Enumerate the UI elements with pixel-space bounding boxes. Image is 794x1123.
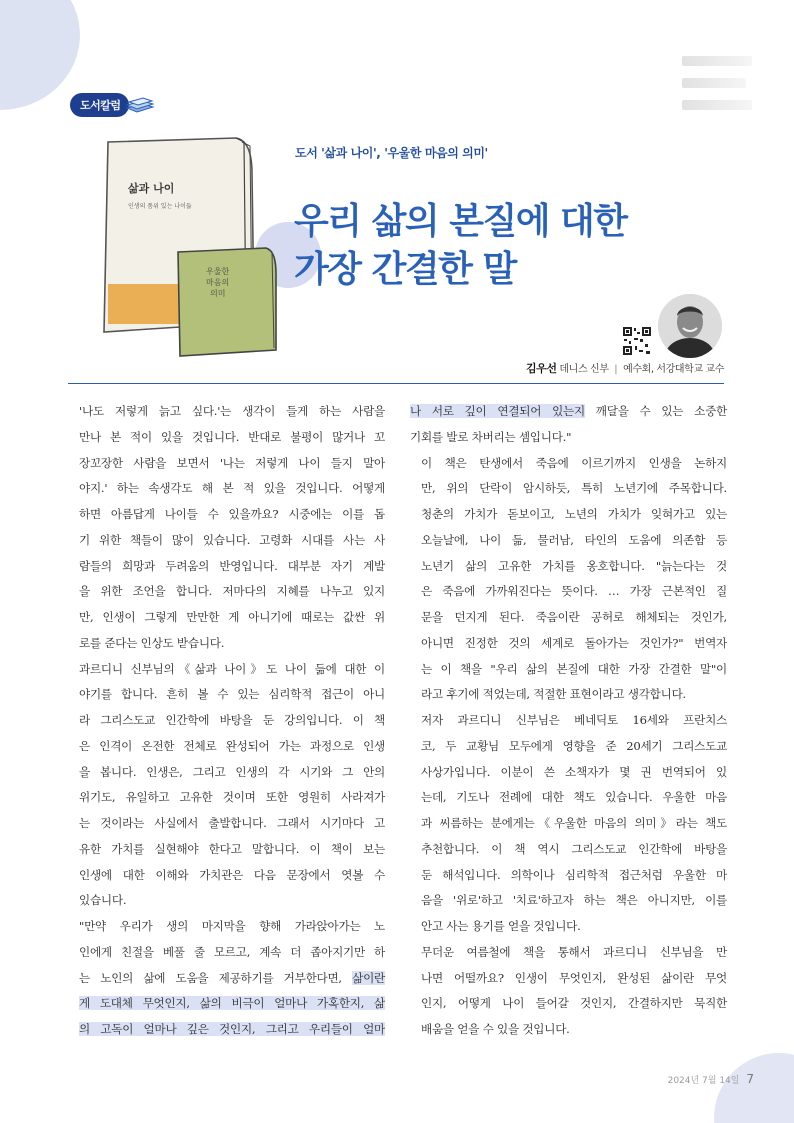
text-line: 코, 두 교황님 모두에게 영향을 준 20세기 그리스도교: [421, 738, 727, 753]
text-line: 기회를 발로 차버리는 셈입니다.": [410, 429, 572, 444]
text-line: 있습니다.: [79, 893, 127, 908]
page-footer: [668, 1072, 754, 1086]
quote-continuation: [410, 399, 727, 451]
text-line: 문을 던지게 된다. 죽음이란 공허로 해체되는 것인가,: [421, 610, 727, 624]
article-title-line-2: 가장 간결한 말: [294, 249, 516, 290]
text-line: 배움을 얻을 수 있을 것입니다.: [421, 1022, 570, 1036]
article-subtitle: 도서 '삶과 나이', '우울한 마음의 의미': [295, 146, 488, 160]
paragraph: [410, 451, 727, 709]
text-line: 라 그리스도교 인간학에 바탕을 둔 강의입니다. 이 책: [79, 713, 385, 727]
text-line: 만, 인생이 그렇게 만만한 게 아니기에 때로는 값싼 위: [79, 610, 385, 624]
books-icon: [125, 95, 155, 115]
text-line: 인에게 친절을 베풀 줄 모르고, 계속 더 좁아지기만 하: [79, 944, 385, 959]
text-line: 오늘날에, 나이 듦, 물러남, 타인의 도움에 의존함 등: [421, 532, 727, 547]
text-line: 은 인격이 온전한 전체로 완성되어 가는 과정으로 인생: [79, 738, 385, 753]
author-affiliation: 예수회, 서강대학교 교수: [623, 364, 724, 375]
paragraph: [410, 708, 727, 940]
text-line: 로를 준다는 인상도 받습니다.: [79, 635, 225, 650]
svg-text:인생의 품위 있는 나이듦: 인생의 품위 있는 나이듦: [128, 203, 192, 210]
quote-paragraph: [68, 914, 385, 1043]
text-line: 과르디니 신부님의《삶과 나이》도 나이 듦에 대한 이: [79, 661, 385, 676]
highlighted-text: 게 도대체 무엇인지, 삶의 비극이 얼마나 가혹한지, 삶: [79, 996, 385, 1011]
text-line: 야기를 합니다. 흔히 볼 수 있는 심리학적 접근이 아니: [79, 687, 385, 702]
highlighted-text: 나 서로 깊이 연결되어 있는지: [410, 404, 585, 418]
highlighted-text: 의 고독이 얼마나 깊은 것인지, 그리고 우리들이 얼마: [79, 1022, 385, 1036]
right-column: [410, 399, 727, 1043]
text-line: "만약 우리가 생의 마지막을 향해 가라앉아가는 노: [79, 919, 385, 933]
paragraph: [68, 399, 385, 657]
decorative-circle-top-left: [0, 0, 80, 110]
text-line: 위기도, 유일하고 고유한 것이며 또한 영원히 사라져가: [79, 790, 385, 805]
text-line: 야지.' 하는 속생각도 해 본 적 있을 것입니다. 어떻게: [79, 481, 385, 496]
header-divider: [68, 383, 724, 384]
svg-text:우울한: 우울한: [206, 267, 230, 276]
article-title: [294, 198, 627, 294]
text-line: 는데, 기도나 전례에 대한 책도 있습니다. 우울한 마음: [421, 790, 727, 805]
svg-text:마음의: 마음의: [206, 278, 230, 287]
text-line: 장꼬장한 사람을 보면서 '나는 저렇게 나이 들지 말아: [79, 455, 385, 470]
section-tag: [70, 92, 155, 117]
text-line: 기 위한 책들이 많이 있습니다. 고령화 시대를 사는 사: [79, 532, 385, 547]
text-line: 노년기 삶의 고유한 가치를 옹호합니다. "늙는다는 것: [421, 558, 727, 573]
author-avatar: [658, 294, 722, 358]
author-separator: |: [614, 364, 618, 375]
article-title-line-1: 우리 삶의 본질에 대한: [294, 201, 627, 242]
text-line: 하면 아름답게 나이들 수 있을까요? 시중에는 이를 돕: [79, 507, 385, 521]
text-line: 라고 후기에 적었는데, 적절한 표현이라고 생각합니다.: [421, 687, 686, 702]
text-line: 저자 과르디니 신부님은 베네딕토 16세와 프란치스: [421, 713, 727, 727]
issue-date: 2024년 7월 14일: [667, 1076, 740, 1086]
text-line: 추천합니다. 이 책 역시 그리스도교 인간학에 바탕을: [421, 841, 727, 856]
text-line: 무더운 여름철에 책을 통해서 과르디니 신부님을 만: [421, 944, 727, 959]
text-line: '나도 저렇게 늙고 싶다.'는 생각이 들게 하는 사람을: [79, 404, 385, 418]
text-line: 만나 본 적이 있을 것입니다. 반대로 불평이 많거나 꼬: [79, 429, 385, 444]
faded-corner-mark: [682, 56, 754, 134]
text-line: [68, 1017, 385, 1043]
text-segment: 깨달을 수 있는 소중한: [584, 404, 727, 418]
text-segment: 는 노인의 삶에 도움을 제공하기를 거부한다면,: [79, 970, 353, 985]
highlighted-text: 삶이란: [352, 970, 385, 985]
text-line: 은 죽음에 가까워진다는 뜻이다. … 가장 근본적인 질: [421, 584, 727, 599]
text-line: 인생에 대한 이해와 가치관은 다음 문장에서 엿볼 수: [79, 867, 385, 882]
svg-text:의미: 의미: [210, 289, 226, 298]
text-line: 과 씨름하는 분에게는《우울한 마음의 의미》라는 책도: [421, 816, 727, 830]
svg-text:삶과 나이: 삶과 나이: [128, 182, 175, 195]
text-line: 사상가입니다. 이분이 쓴 소책자가 몇 권 번역되어 있: [421, 764, 727, 779]
text-line: 음을 '위로'하고 '치료'하고자 하는 책은 아니지만, 이를: [421, 893, 727, 908]
text-line: 안고 사는 용기를 얻을 것입니다.: [421, 919, 581, 933]
text-line: 인지, 어떻게 나이 들어갈 것인지, 간결하지만 묵직한: [421, 996, 727, 1011]
left-column: [68, 399, 385, 1043]
decorative-circle-bottom-right: [714, 1053, 794, 1123]
author-role: 데니스 신부: [559, 364, 609, 375]
book-covers-illustration: [86, 134, 286, 359]
paragraph: [68, 657, 385, 915]
qr-code-icon[interactable]: [622, 326, 652, 356]
text-line: 만, 위의 단락이 암시하듯, 특히 노년기에 주목합니다.: [421, 481, 727, 496]
text-line: 람들의 희망과 두려움의 반영입니다. 대부분 자기 계발: [79, 558, 385, 573]
text-line: 유한 가치를 실현해야 한다고 말합니다. 이 책이 보는: [79, 841, 385, 856]
page-number: 7: [746, 1072, 754, 1086]
text-line: 는 것이라는 사실에서 출발합니다. 그래서 시기마다 고: [79, 816, 385, 830]
text-line: 나면 어떨까요? 인생이 무엇인지, 완성된 삶이란 무엇: [421, 970, 727, 985]
text-line: [68, 991, 385, 1017]
text-line: 아니면 진정한 것의 세계로 돌아가는 것인가?" 번역자: [421, 635, 727, 650]
text-line: [410, 399, 727, 425]
text-line: 둔 해석입니다. 의학이나 심리학적 접근처럼 우울한 마: [421, 867, 727, 882]
text-line: 을 위한 조언을 합니다. 저마다의 지혜를 나누고 있지: [79, 584, 385, 599]
text-line: 청춘의 가치가 돋보이고, 노년의 가치가 잊혀가고 있는: [421, 507, 727, 521]
author-line: [526, 360, 724, 376]
book-cover-meaning-of-depression: [178, 248, 276, 356]
text-line: [68, 966, 385, 992]
section-tag-label: 도서칼럼: [70, 93, 129, 117]
author-name: 김우선: [525, 362, 557, 375]
text-line: 는 이 책을 "우리 삶의 본질에 대한 가장 간결한 말"이: [421, 661, 727, 676]
text-line: 이 책은 탄생에서 죽음에 이르기까지 인생을 논하지: [421, 455, 727, 470]
text-line: 을 봅니다. 인생은, 그리고 인생의 각 시기와 그 안의: [79, 764, 385, 779]
paragraph: [410, 940, 727, 1043]
